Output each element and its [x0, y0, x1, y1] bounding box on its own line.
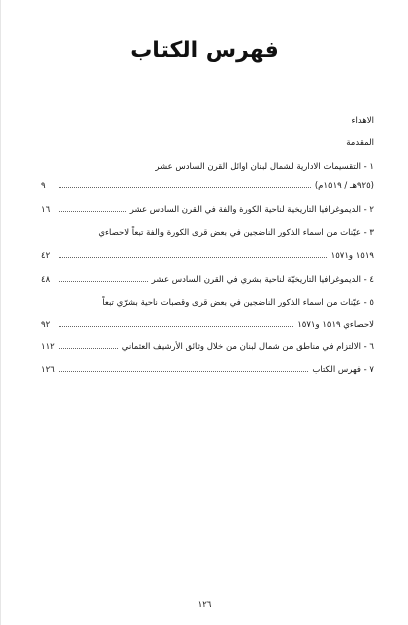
leader-dots — [59, 326, 293, 327]
page-title: فهرس الكتاب — [130, 38, 279, 63]
toc-entry-3-line-2 — [41, 247, 374, 261]
toc-entry-text: ٢ - الديموغرافيا التاريخية لناحية الكورة والفة في القرن السادس عشر — [129, 205, 374, 215]
toc-entry-2 — [41, 201, 374, 215]
toc-page-number: ١٢٦ — [41, 365, 55, 375]
toc-introduction: المقدمة — [346, 138, 374, 148]
toc-entry-7 — [41, 361, 374, 375]
toc-page-number: ١١٢ — [41, 342, 55, 352]
toc-entry-text: ٦ - الالتزام في مناطق من شمال لبنان من خلال وثائق الأرشيف العثماني — [121, 342, 374, 352]
toc-entry-text: ٤ - الديموغرافيا التاريخيّة لناحية بشري في القرن السادس عشر — [151, 275, 374, 285]
toc-dedication: الاهداء — [351, 116, 374, 126]
toc-entry-text: ٥ - عيّنات من اسماء الذكور الناضجين في بعض قرى وقصبات ناحية بشرّي تبعاً — [102, 298, 374, 308]
toc-page-number: ٩٢ — [41, 320, 51, 330]
leader-dots — [59, 281, 148, 282]
toc-entry-5-line-1 — [41, 294, 374, 308]
toc-entry-5-line-2 — [41, 316, 374, 330]
leader-dots — [59, 187, 311, 188]
toc-entry-3-line-1 — [41, 224, 374, 238]
toc-page-number: ٤٢ — [41, 251, 51, 261]
toc-entry-text: ٣ - عيّنات من اسماء الذكور الناضجين في بعض قرى الكورة والفة تبعاً لاحصاءي — [98, 228, 374, 238]
toc-page-number: ١٦ — [41, 205, 51, 215]
toc-entry-text: ١ - التقسيمات الادارية لشمال لبنان اوائل القرن السادس عشر — [155, 162, 374, 172]
toc-page-number: ٩ — [41, 181, 46, 191]
toc-entry-text: ٧ - فهرس الكتاب — [312, 365, 374, 375]
toc-entry-text: (٩٢٥هـ / ١٥١٩م) — [314, 181, 374, 191]
leader-dots — [59, 371, 308, 372]
toc-entry-text: ١٥١٩ و١٥٧١ — [330, 251, 374, 261]
toc-entry-1-line-1 — [41, 158, 374, 172]
leader-dots — [59, 211, 126, 212]
toc-entry-text: لاحصاءي ١٥١٩ و١٥٧١ — [297, 320, 374, 330]
toc-entry-4 — [41, 271, 374, 285]
toc-page-number: ٤٨ — [41, 275, 51, 285]
toc-entry-6 — [41, 338, 374, 352]
page-number: ١٢٦ — [197, 600, 212, 610]
leader-dots — [59, 257, 327, 258]
toc-entry-1-line-2 — [41, 177, 374, 191]
leader-dots — [59, 348, 118, 349]
